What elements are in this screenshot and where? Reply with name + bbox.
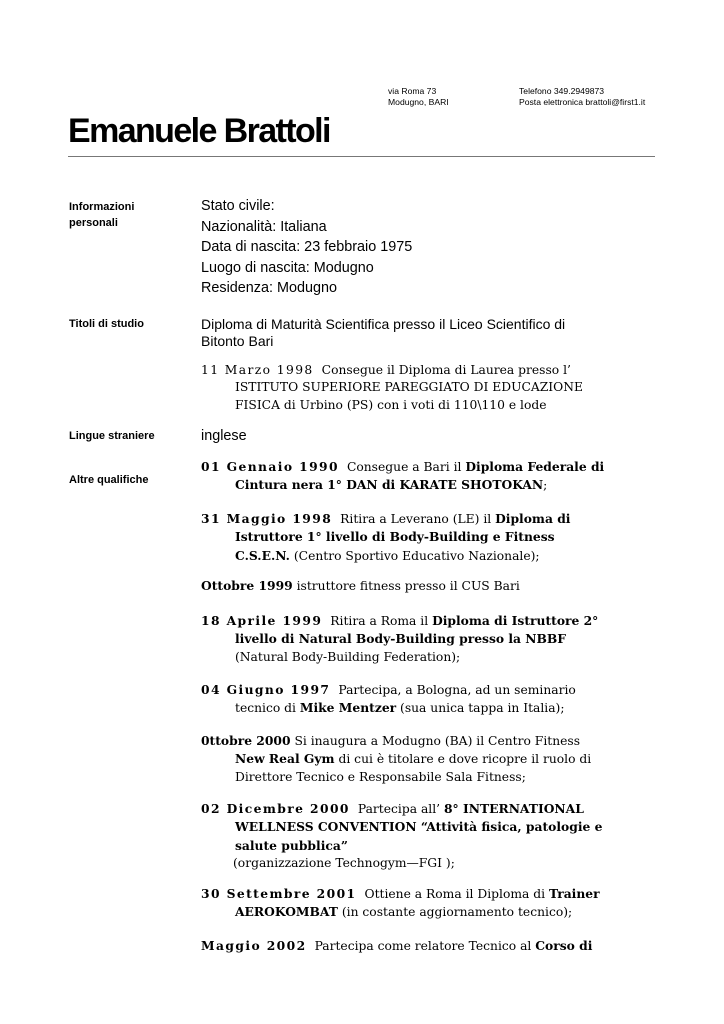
section-label-personal: Informazioni personali	[69, 201, 135, 229]
email-text: Posta elettronica brattoli@first1.it	[519, 97, 646, 107]
marital-status: Stato civile:	[201, 198, 275, 214]
qualification-item: Ottobre 1999 istruttore fitness presso il CUS Bari	[201, 578, 520, 593]
qualification-item: 01 Gennaio 1990 Consegue a Bari il Diploma Federale di Cintura nera 1° DAN di KARATE SHOTOKAN;	[201, 459, 605, 493]
qualification-item: Maggio 2002 Partecipa come relatore Tecnico al Corso di	[201, 938, 593, 953]
language-value: inglese	[201, 428, 247, 444]
phone-text: Telefono 349.2949873	[519, 86, 605, 96]
contact-info	[519, 86, 645, 108]
degree-date: 11 Marzo 1998	[201, 363, 314, 377]
qualification-item: 18 Aprile 1999 Ritira a Roma il Diploma di Istruttore 2° livello di Natural Body-Building presso la NBBF (Natural Body-Building Federation);	[201, 613, 599, 664]
qualification-item: 0ttobre 2000 Si inaugura a Modugno (BA) il Centro Fitness New Real Gym di cui è titolare e dove ricopre il ruolo di Direttore Tecnico e Responsabile Sala Fitness;	[201, 733, 592, 784]
nationality: Nazionalità: Italiana	[201, 219, 327, 235]
section-label-study: Titoli di studio	[69, 318, 144, 330]
header-divider	[68, 156, 655, 157]
qualification-item: 31 Maggio 1998 Ritira a Leverano (LE) il Diploma di Istruttore 1° livello di Body-Building e Fitness C.S.E.N. (Centro Sportivo Educativo Nazionale);	[201, 511, 571, 563]
diploma-line-2: Bitonto Bari	[201, 333, 274, 349]
address-line-1: via Roma 73	[388, 86, 437, 96]
diploma-line-1: Diploma di Maturità Scientifica presso il Liceo Scientifico di	[201, 316, 566, 332]
residence: Residenza: Modugno	[201, 280, 338, 296]
degree-entry: 11 Marzo 1998 Consegue il Diploma di Laurea presso l’ ISTITUTO SUPERIORE PAREGGIATO DI EDUCAZIONE FISICA di Urbino (PS) con i voti di 110\110 e lode	[201, 363, 583, 412]
contact-address	[388, 86, 449, 108]
section-label-other: Altre qualifiche	[69, 474, 149, 486]
address-line-2: Modugno, BARI	[388, 97, 449, 107]
section-label-languages: Lingue straniere	[69, 430, 155, 442]
qualification-item: 04 Giugno 1997 Partecipa, a Bologna, ad un seminario tecnico di Mike Mentzer (sua unica tappa in Italia);	[201, 682, 576, 716]
person-name: Emanuele Brattoli	[68, 112, 330, 150]
birth-date: Data di nascita: 23 febbraio 1975	[201, 239, 413, 255]
qualification-item: 30 Settembre 2001 Ottiene a Roma il Diploma di Trainer AEROKOMBAT (in costante aggiornamento tecnico);	[201, 886, 600, 920]
birth-place: Luogo di nascita: Modugno	[201, 260, 374, 276]
qualification-item: 02 Dicembre 2000 Partecipa all’ 8° INTERNATIONAL WELLNESS CONVENTION “Attività fisica, patologie e salute pubblica” (organizzazione Technogym—FGI );	[201, 801, 603, 871]
